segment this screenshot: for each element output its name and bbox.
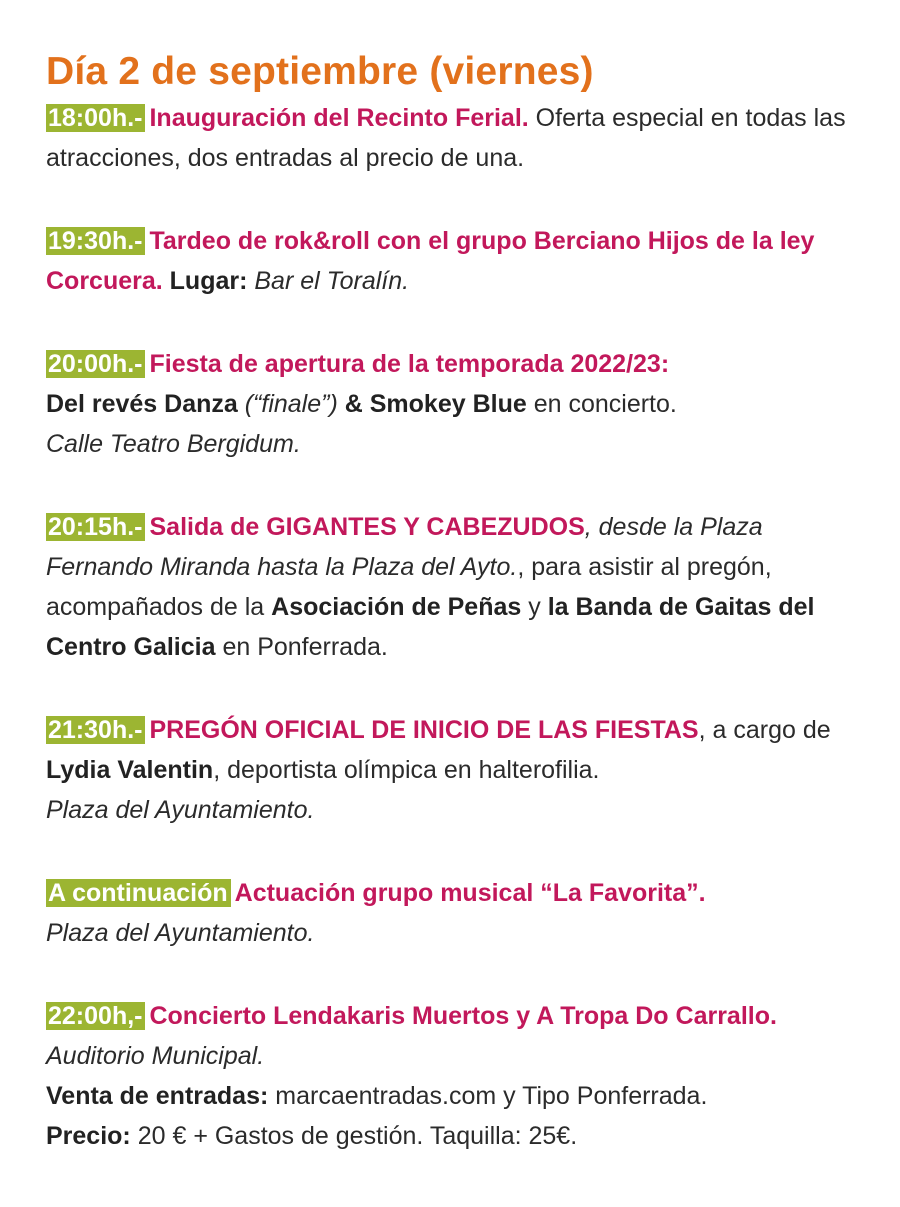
ticket-sales: marcaentradas.com y Tipo Ponferrada.	[268, 1082, 708, 1110]
event-time: 20:00h.-	[46, 350, 145, 378]
event-place: Calle Teatro Bergidum.	[46, 430, 301, 458]
event-place: Auditorio Municipal.	[46, 1042, 265, 1070]
event-headline: Salida de GIGANTES Y CABEZUDOS	[149, 513, 585, 541]
event-artist: Smokey Blue	[369, 390, 527, 418]
event-headline: Concierto Lendakaris Muertos y A Tropa Do Carrallo.	[149, 1002, 777, 1030]
event-headline: Actuación grupo musical “La Favorita”.	[234, 879, 706, 907]
event-place-label: Lugar:	[162, 267, 248, 295]
event-time: 19:30h.-	[46, 227, 145, 255]
event-place: Plaza del Ayuntamiento.	[46, 919, 315, 947]
event-headline: Tardeo de rok&roll con el grupo Berciano Hijos de la ley Corcuera.	[46, 227, 815, 295]
event-item	[46, 344, 870, 464]
ticket-sales-label: Venta de entradas:	[46, 1082, 269, 1110]
event-place: Plaza del Ayuntamiento.	[46, 796, 315, 824]
event-time: 18:00h.-	[46, 104, 145, 132]
event-item	[46, 873, 870, 953]
event-time: 20:15h.-	[46, 513, 145, 541]
event-artist-note: (“finale”)	[237, 390, 338, 418]
day-title: Día 2 de septiembre (viernes)	[46, 50, 594, 93]
event-text: en concierto.	[526, 390, 677, 418]
event-headline: PREGÓN OFICIAL DE INICIO DE LAS FIESTAS	[149, 716, 699, 744]
event-text: , deportista olímpica en halterofilia.	[213, 756, 600, 784]
event-time: 22:00h,-	[46, 1002, 145, 1030]
event-item	[46, 221, 870, 301]
event-place: Bar el Toralín.	[247, 267, 410, 295]
event-item	[46, 710, 870, 830]
event-headline: Inauguración del Recinto Ferial.	[149, 104, 529, 132]
event-text: , a cargo de	[698, 716, 831, 744]
event-text: Oferta especial en todas las atracciones, dos entradas al precio de una.	[46, 104, 846, 172]
event-text: y	[521, 593, 548, 621]
event-text: , para asistir al pregón, acompañados de la	[46, 553, 772, 621]
event-text: en Ponferrada.	[215, 633, 388, 661]
price-label: Precio:	[46, 1122, 131, 1150]
event-time: 21:30h.-	[46, 716, 145, 744]
event-item	[46, 996, 870, 1156]
event-group: la Banda de Gaitas del Centro Galicia	[46, 593, 815, 661]
event-ampersand: &	[337, 390, 370, 418]
event-group: Asociación de Peñas	[271, 593, 522, 621]
event-headline: Fiesta de apertura de la temporada 2022/23:	[149, 350, 670, 378]
price-value: 20 € + Gastos de gestión. Taquilla: 25€.	[130, 1122, 578, 1150]
event-item	[46, 98, 870, 178]
event-person: Lydia Valentin	[46, 756, 214, 784]
event-item	[46, 507, 870, 667]
event-time: A continuación	[46, 879, 231, 907]
event-artist: Del revés Danza	[46, 390, 238, 418]
event-route: , desde la Plaza Fernando Miranda hasta la Plaza del Ayto.	[46, 513, 763, 581]
